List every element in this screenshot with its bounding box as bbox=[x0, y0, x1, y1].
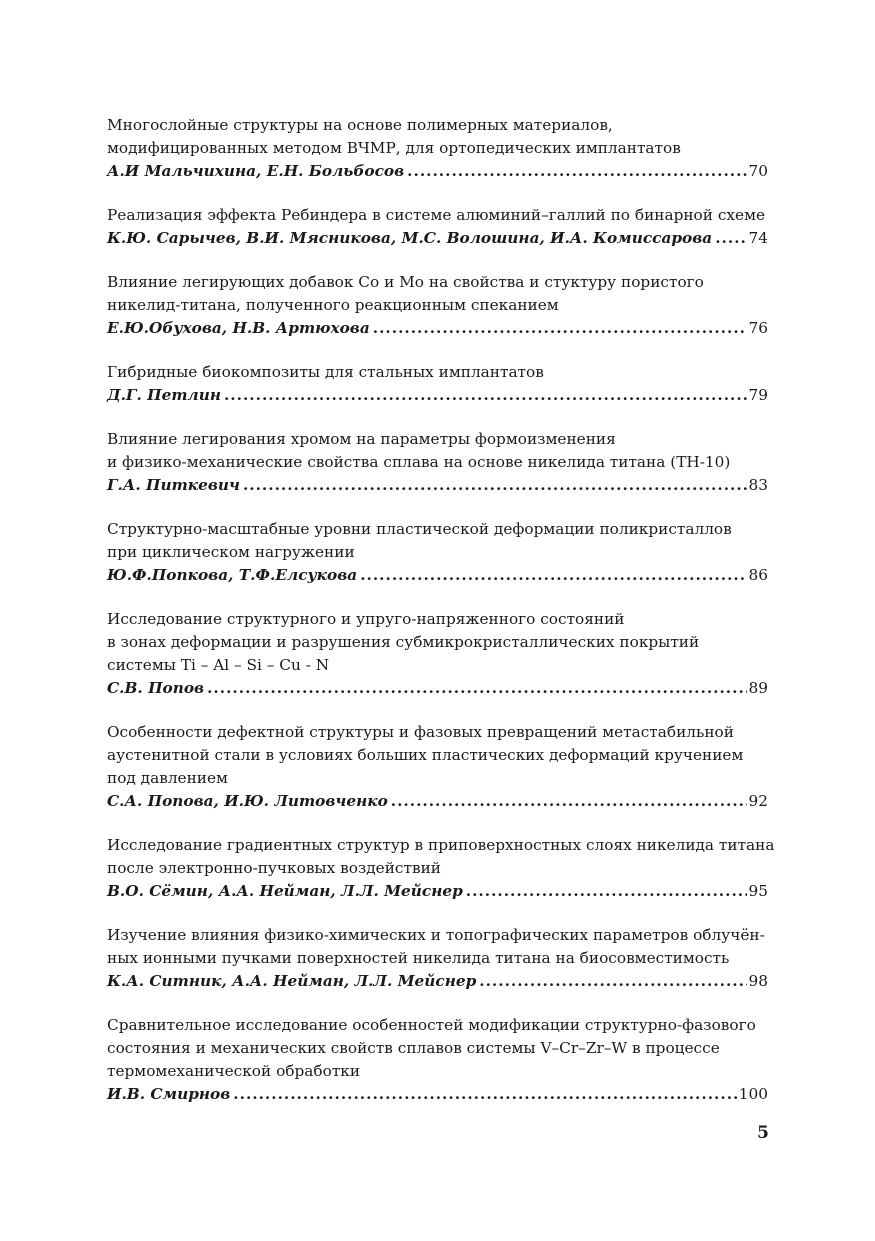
entry-authors: С.А. Попова, И.Ю. Литовченко bbox=[107, 792, 388, 810]
entry-title-line: модифицированных методом ВЧМР, для ортопедических имплантатов bbox=[107, 139, 681, 157]
entry-author-line bbox=[107, 880, 768, 903]
dot-leader bbox=[224, 384, 747, 407]
dot-leader bbox=[373, 317, 747, 340]
entry-title-line: Влияние легирующих добавок Со и Мо на свойства и стуктуру пористого bbox=[107, 273, 704, 291]
toc-entry bbox=[107, 271, 768, 340]
entry-title-line: и физико-механические свойства сплава на основе никелида титана (ТН-10) bbox=[107, 453, 731, 471]
dot-leader bbox=[360, 564, 746, 587]
entry-author-line bbox=[107, 384, 768, 407]
entry-authors: С.В. Попов bbox=[107, 679, 205, 697]
entry-authors: И.В. Смирнов bbox=[107, 1085, 231, 1103]
entry-title-line: Особенности дефектной структуры и фазовых превращений метастабильной bbox=[107, 723, 734, 741]
entry-title-line: Гибридные биокомпозиты для стальных имплантатов bbox=[107, 363, 544, 381]
entry-title-line: Исследование градиентных структур в приповерхностных слоях никелида титана bbox=[107, 836, 775, 854]
toc-entry bbox=[107, 428, 768, 497]
entry-title-line: в зонах деформации и разрушения субмикрокристаллических покрытий bbox=[107, 633, 700, 651]
entry-title-line: Структурно-масштабные уровни пластической деформации поликристаллов bbox=[107, 520, 732, 538]
entry-author-line bbox=[107, 970, 768, 993]
toc-entry bbox=[107, 834, 775, 903]
entry-title-line: Реализация эффекта Ребиндера в системе алюминий–галлий по бинарной схеме bbox=[107, 206, 766, 224]
entry-authors: А.И Мальчихина, Е.Н. Больбосов bbox=[107, 162, 405, 180]
entry-title-line: Влияние легирования хромом на параметры формоизменения bbox=[107, 430, 616, 448]
entry-title-line: при циклическом нагружении bbox=[107, 543, 355, 561]
page-number: 5 bbox=[757, 1123, 769, 1143]
entry-title-line: Сравнительное исследование особенностей модификации структурно-фазового bbox=[107, 1016, 756, 1034]
entry-title-line: никелид-титана, полученного реакционным спеканием bbox=[107, 296, 559, 314]
entry-title-line: термомеханической обработки bbox=[107, 1062, 361, 1080]
entry-title-line: под давлением bbox=[107, 769, 228, 787]
entry-page: 70 bbox=[748, 162, 768, 180]
dot-leader bbox=[466, 880, 747, 903]
entry-author-line bbox=[107, 474, 768, 497]
dot-leader bbox=[407, 160, 746, 183]
entry-author-line bbox=[107, 790, 768, 813]
entry-authors: К.Ю. Сарычев, В.И. Мясникова, М.С. Волошина, И.А. Комиссарова bbox=[107, 229, 713, 247]
entry-page: 95 bbox=[748, 882, 768, 900]
entry-authors: Ю.Ф.Попкова, Т.Ф.Елсукова bbox=[107, 566, 358, 584]
entry-page: 100 bbox=[738, 1085, 768, 1103]
entry-title-line: после электронно-пучковых воздействий bbox=[107, 859, 441, 877]
toc-entry bbox=[107, 204, 768, 250]
entry-page: 79 bbox=[748, 386, 768, 404]
table-of-contents bbox=[107, 114, 775, 1127]
entry-author-line bbox=[107, 1083, 768, 1106]
entry-title-line: Изучение влияния физико-химических и топографических параметров облучён- bbox=[107, 926, 765, 944]
entry-author-line bbox=[107, 227, 768, 250]
entry-authors: Д.Г. Петлин bbox=[107, 386, 221, 404]
entry-page: 89 bbox=[748, 679, 768, 697]
dot-leader bbox=[391, 790, 747, 813]
entry-author-line bbox=[107, 677, 768, 700]
toc-entry bbox=[107, 924, 768, 993]
entry-author-line bbox=[107, 564, 768, 587]
entry-title-line: ных ионными пучками поверхностей никелида титана на биосовместимость bbox=[107, 949, 730, 967]
dot-leader bbox=[233, 1083, 737, 1106]
entry-authors: Е.Ю.Обухова, Н.В. Артюхова bbox=[107, 319, 370, 337]
toc-entry bbox=[107, 721, 768, 813]
entry-title-line: состояния и механических свойств сплавов системы V–Cr–Zr–W в процессе bbox=[107, 1039, 720, 1057]
toc-entry bbox=[107, 114, 768, 183]
dot-leader bbox=[207, 677, 746, 700]
toc-entry bbox=[107, 518, 768, 587]
entry-title-line: аустенитной стали в условиях больших пластических деформаций кручением bbox=[107, 746, 744, 764]
dot-leader bbox=[243, 474, 747, 497]
entry-page: 86 bbox=[748, 566, 768, 584]
entry-author-line bbox=[107, 160, 768, 183]
entry-page: 74 bbox=[748, 229, 768, 247]
entry-title-line: Многослойные структуры на основе полимерных материалов, bbox=[107, 116, 613, 134]
toc-entry bbox=[107, 1014, 768, 1106]
entry-page: 76 bbox=[748, 319, 768, 337]
entry-authors: Г.А. Питкевич bbox=[107, 476, 240, 494]
entry-page: 92 bbox=[748, 792, 768, 810]
toc-entry bbox=[107, 361, 768, 407]
entry-authors: В.О. Сёмин, А.А. Нейман, Л.Л. Мейснер bbox=[107, 882, 463, 900]
entry-title-line: системы Ti – Al – Si – Cu - N bbox=[107, 656, 330, 674]
entry-author-line bbox=[107, 317, 768, 340]
dot-leader bbox=[715, 227, 746, 250]
entry-title-line: Исследование структурного и упруго-напряженного состояний bbox=[107, 610, 625, 628]
dot-leader bbox=[479, 970, 746, 993]
entry-authors: К.А. Ситник, А.А. Нейман, Л.Л. Мейснер bbox=[107, 972, 477, 990]
entry-page: 83 bbox=[748, 476, 768, 494]
toc-entry bbox=[107, 608, 768, 700]
entry-page: 98 bbox=[748, 972, 768, 990]
